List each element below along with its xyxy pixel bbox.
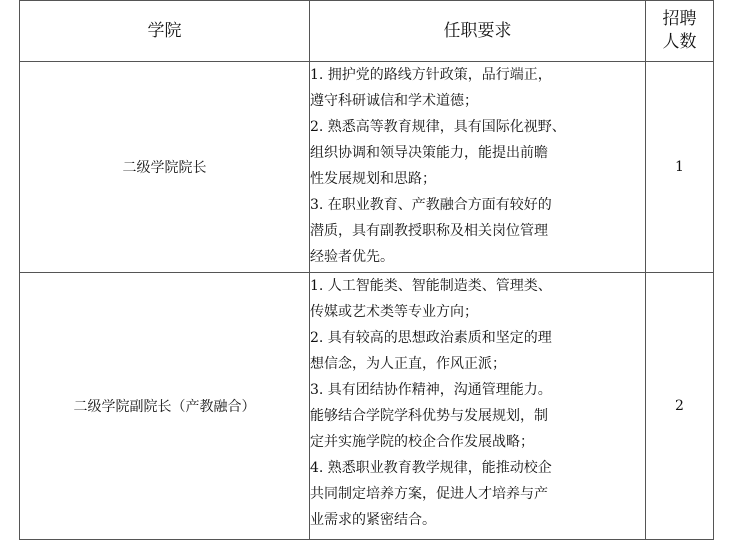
- requirement-line: 1. 人工智能类、智能制造类、管理类、: [310, 278, 552, 294]
- header-requirements: 任职要求: [310, 1, 646, 62]
- header-row: [20, 1, 714, 62]
- position-title: 二级学院院长: [20, 62, 310, 273]
- requirement-line: 2. 熟悉高等教育规律，具有国际化视野、: [310, 119, 566, 135]
- table-row: [20, 273, 714, 540]
- requirement-line: 传媒或艺术类等专业方向；: [310, 304, 478, 320]
- hiring-count: 2: [646, 273, 714, 540]
- requirement-line: 3. 具有团结协作精神，沟通管理能力。: [310, 382, 552, 398]
- requirement-line: 4. 熟悉职业教育教学规律，能推动校企: [310, 460, 552, 476]
- requirement-line: 1. 拥护党的路线方针政策，品行端正，: [310, 67, 552, 83]
- requirement-line: 性发展规划和思路；: [310, 171, 436, 187]
- header-count-label: 招聘 人数: [662, 9, 697, 52]
- requirement-line: 想信念，为人正直，作风正派；: [310, 356, 506, 372]
- requirement-line: 遵守科研诚信和学术道德；: [310, 93, 478, 109]
- requirement-line: 组织协调和领导决策能力，能提出前瞻: [310, 145, 548, 161]
- requirements-cell: [310, 273, 646, 540]
- requirement-line: 3. 在职业教育、产教融合方面有较好的: [310, 197, 552, 213]
- position-title: 二级学院副院长（产教融合）: [20, 273, 310, 540]
- requirement-line: 潜质，具有副教授职称及相关岗位管理: [310, 223, 548, 239]
- hiring-count: 1: [646, 62, 714, 273]
- requirement-line: 共同制定培养方案，促进人才培养与产: [310, 486, 548, 502]
- requirement-line: 2. 具有较高的思想政治素质和坚定的理: [310, 330, 552, 346]
- header-college: 学院: [20, 1, 310, 62]
- requirement-line: 能够结合学院学科优势与发展规划，制: [310, 408, 548, 424]
- table-row: [20, 62, 714, 273]
- requirement-line: 定并实施学院的校企合作发展战略；: [310, 434, 534, 450]
- recruitment-table: [19, 0, 714, 540]
- requirements-cell: [310, 62, 646, 273]
- header-count: [646, 1, 714, 62]
- requirement-line: 经验者优先。: [310, 249, 394, 265]
- requirement-line: 业需求的紧密结合。: [310, 512, 436, 528]
